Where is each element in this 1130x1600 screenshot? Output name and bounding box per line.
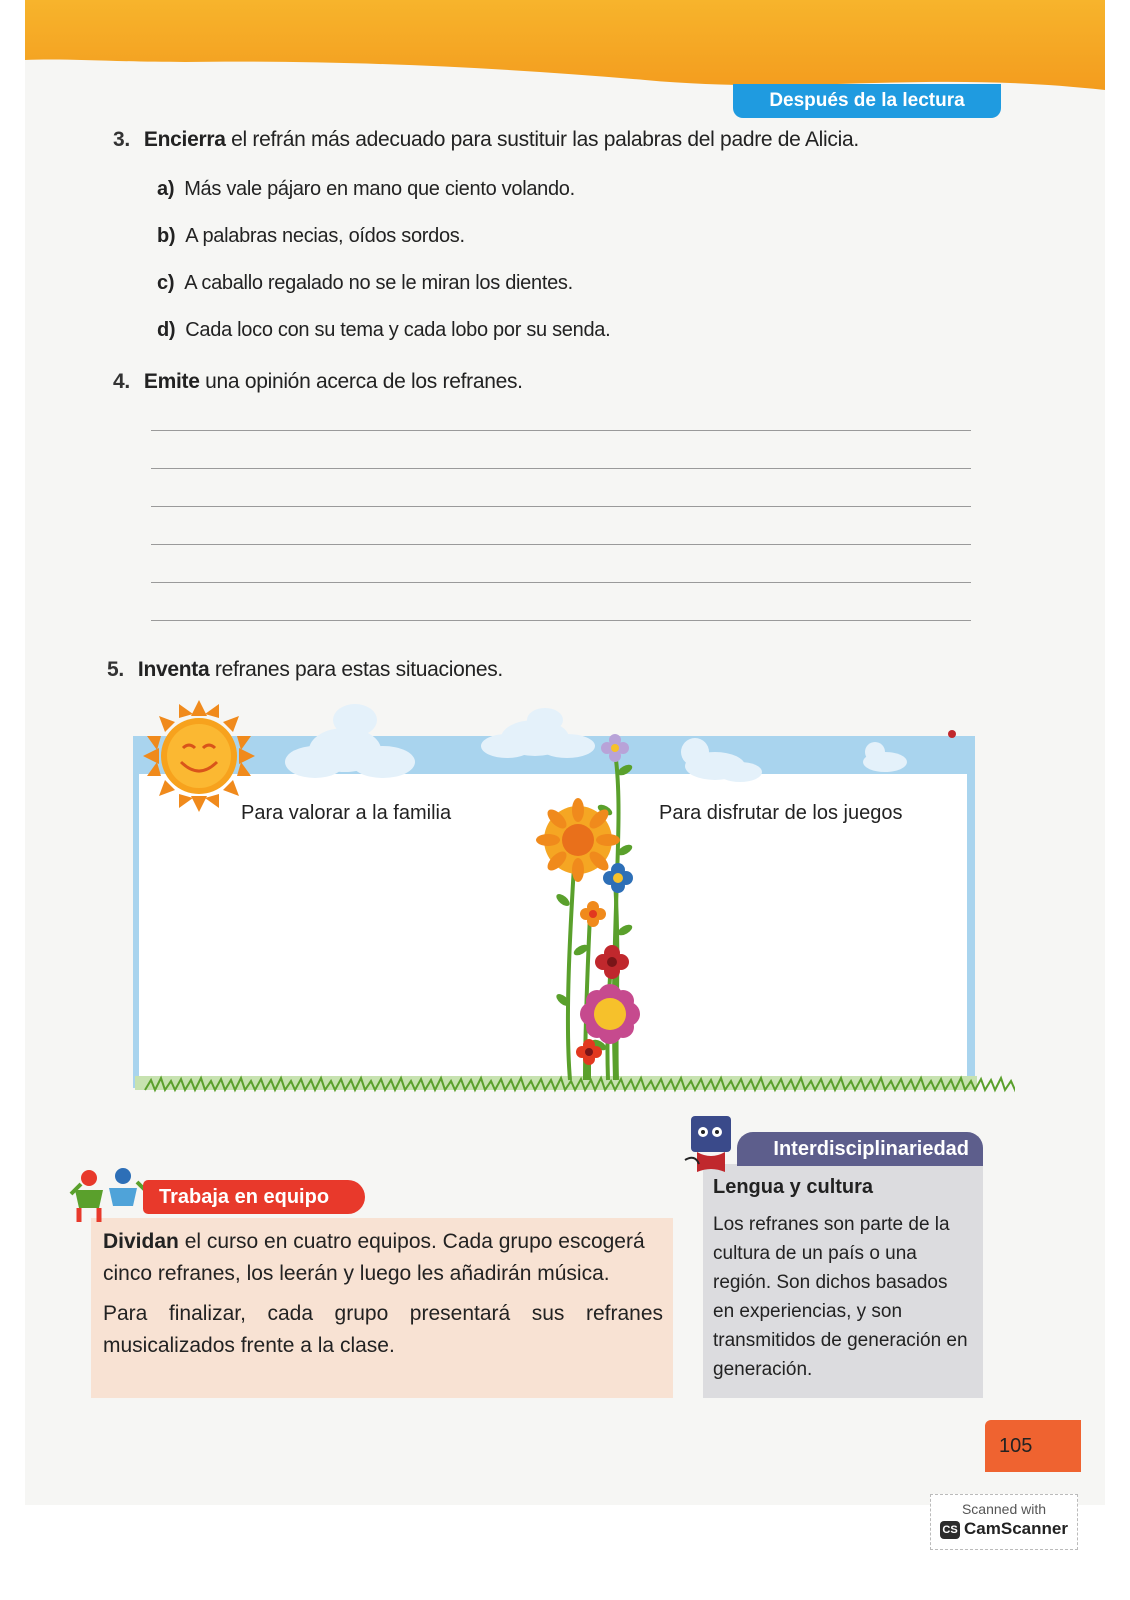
interdisciplinary-title: Lengua y cultura	[713, 1176, 874, 1198]
team-paragraph-1	[103, 1226, 663, 1290]
option-a-text: Más vale pájaro en mano que ciento volando.	[184, 178, 575, 200]
interdisciplinary-body: Los refranes son parte de la cultura de un país o una región. Son dichos basados en experiencias, y son transmitidos de generación en generación.	[713, 1214, 968, 1380]
option-b-text: A palabras necias, oídos sordos.	[185, 225, 465, 247]
answer-line[interactable]	[151, 506, 971, 507]
option-a-letter: a)	[157, 178, 175, 200]
watermark-brand-name: CamScanner	[964, 1519, 1068, 1538]
camscanner-watermark	[930, 1494, 1078, 1550]
option-c-text: A caballo regalado no se le miran los dientes.	[184, 272, 573, 294]
option-d-letter: d)	[157, 319, 176, 341]
textbook-page	[25, 0, 1105, 1505]
left-panel-label: Para valorar a la familia	[241, 802, 452, 824]
question-4-number: 4.	[113, 370, 130, 393]
team-paragraph-1-text: el curso en cuatro equipos. Cada grupo escogerá cinco refranes, los leerán y luego les añadirán música.	[103, 1230, 645, 1285]
writing-scene	[115, 700, 1015, 1120]
cloud-icon	[481, 708, 595, 758]
sunflower-icon	[536, 798, 620, 882]
question-3	[113, 128, 859, 152]
right-panel-label: Para disfrutar de los juegos	[659, 802, 903, 824]
option-d-text: Cada loco con su tema y cada lobo por su senda.	[185, 319, 611, 341]
question-4	[113, 370, 523, 394]
answer-line[interactable]	[151, 544, 971, 545]
watermark-top-text: Scanned with	[961, 1501, 1047, 1517]
option-c-letter: c)	[157, 272, 175, 294]
question-5-verb: Inventa	[137, 658, 210, 681]
option-b	[157, 225, 465, 248]
question-4-text: una opinión acerca de los refranes.	[199, 370, 523, 393]
answer-line[interactable]	[151, 468, 971, 469]
team-paragraph-1-bold: Dividan	[103, 1230, 179, 1253]
answer-line[interactable]	[151, 620, 971, 621]
team-tab: Trabaja en equipo	[143, 1180, 365, 1214]
question-5-number: 5.	[107, 658, 124, 681]
interdisciplinary-tab: Interdisciplinariedad	[737, 1132, 983, 1166]
watermark-brand	[931, 1519, 1077, 1539]
question-5	[107, 658, 503, 682]
question-4-verb: Emite	[143, 370, 200, 393]
option-b-letter: b)	[157, 225, 176, 247]
book-character-icon	[683, 1112, 743, 1178]
section-badge: Después de la lectura	[733, 84, 1001, 118]
question-3-number: 3.	[113, 128, 130, 151]
team-paragraph-2: Para finalizar, cada grupo presentará sus refranes musicalizados frente a la clase.	[103, 1302, 663, 1357]
question-3-text: el refrán más adecuado para sustituir las palabras del padre de Alicia.	[225, 128, 859, 151]
camscanner-logo-icon: CS	[940, 1521, 960, 1539]
dot-icon	[948, 730, 956, 738]
team-people-icon	[69, 1166, 149, 1224]
question-5-text: refranes para estas situaciones.	[209, 658, 503, 681]
question-3-verb: Encierra	[143, 128, 226, 151]
answer-line[interactable]	[151, 430, 971, 431]
page-number: 105	[985, 1420, 1081, 1472]
answer-line[interactable]	[151, 582, 971, 583]
option-a	[157, 178, 575, 201]
option-c	[157, 272, 573, 295]
option-d	[157, 319, 610, 342]
